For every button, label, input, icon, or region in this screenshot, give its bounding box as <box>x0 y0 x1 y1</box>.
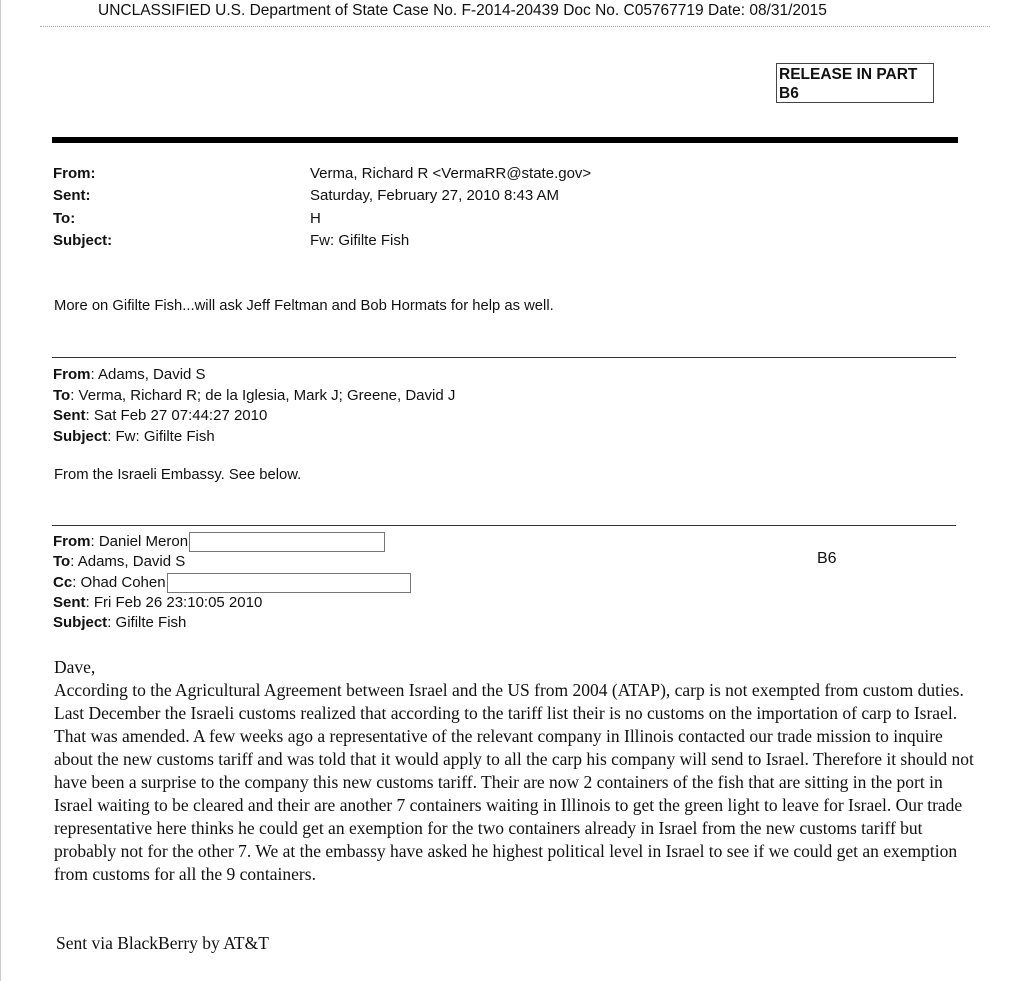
meta-sent-label: Sent: <box>53 187 91 205</box>
redaction-code: B6 <box>817 550 837 567</box>
forward2-cc-label: Cc <box>53 573 73 591</box>
redaction-box <box>189 532 385 552</box>
message-body <box>54 656 974 886</box>
meta-from-label: From: <box>53 164 96 182</box>
forward1-from-row <box>53 366 455 387</box>
meta-to-row <box>53 207 591 230</box>
release-stamp-line1: RELEASE IN PART <box>779 66 918 83</box>
forward2-from-label: From <box>53 532 91 550</box>
intro-message: More on Gifilte Fish...will ask Jeff Feltman and Bob Hormats for help as well. <box>54 298 554 314</box>
forward2-divider <box>52 525 956 526</box>
forward1-subject-value: : Fw: Gifilte Fish <box>107 427 215 445</box>
body-greeting: Dave, <box>54 657 96 677</box>
header-divider <box>52 137 958 143</box>
email-meta <box>53 162 591 252</box>
release-stamp <box>776 63 934 103</box>
forward1-sent-label: Sent <box>53 407 86 424</box>
forward2-to-value: : Adams, David S <box>70 552 186 570</box>
meta-from-value: Verma, Richard R <VermaRR@state.gov> <box>310 164 592 182</box>
release-stamp-line2: B6 <box>779 85 799 102</box>
meta-subject-label: Subject: <box>53 232 113 250</box>
forward1-to-label: To <box>53 386 71 404</box>
forward1-from-value: : Adams, David S <box>90 366 206 383</box>
redaction-box <box>167 573 411 593</box>
meta-to-value: H <box>310 209 321 227</box>
forward1-note: From the Israeli Embassy. See below. <box>54 467 302 483</box>
body-signoff: Sent via BlackBerry by AT&T <box>56 933 269 953</box>
meta-subject-row <box>53 230 591 253</box>
body-paragraph: According to the Agricultural Agreement between Israel and the US from 2004 (ATAP), carp is not exempted from custom duties. Last December the Israeli customs realized that according to the tariff list their is no customs on the importation of carp to Israel. That was amended. A few weeks ago a representative of the relevant company in Illinois contacted our trade mission to inquire about the new customs tariff and was told that it would apply to all the carp his company will send to Israel. Therefore it should not have been a surprise to the company this new customs tariff. Their are now 2 containers of the fish that are sitting in the port in Israel waiting to be cleared and their are another 7 containers waiting in Illinois to get the green light to leave for Israel. Our trade representative here thinks he could get an exemption for the two containers already in Israel from the new customs tariff but probably not for the other 7. We at the embassy have asked he highest political level in Israel to see if we could get an exemption from customs for all the 9 containers. <box>54 680 974 884</box>
forward1-sent-value: : Sat Feb 27 07:44:27 2010 <box>85 407 268 424</box>
forward2-from-row <box>53 532 411 553</box>
forward2-to-label: To <box>53 552 71 570</box>
forward1-subject-label: Subject <box>53 427 108 445</box>
forward1-to-row <box>53 387 455 408</box>
forward2-sent-value: : Fri Feb 26 23:10:05 2010 <box>85 593 263 611</box>
forward1-sent-row <box>53 407 455 428</box>
forward2-subject-value: : Gifilte Fish <box>107 614 187 631</box>
meta-sent-row <box>53 185 591 208</box>
forward1-header <box>53 366 455 448</box>
forward1-divider <box>52 357 956 358</box>
forward2-subject-row <box>53 614 411 635</box>
forward1-subject-row <box>53 428 455 449</box>
meta-from-row <box>53 162 591 185</box>
meta-to-label: To: <box>53 209 76 227</box>
forward2-to-row <box>53 553 411 574</box>
forward2-sent-label: Sent <box>53 593 86 611</box>
forward1-from-label: From <box>53 366 91 383</box>
forward2-header <box>53 532 411 635</box>
scan-artifact-line <box>40 26 990 28</box>
meta-sent-value: Saturday, February 27, 2010 8:43 AM <box>310 187 560 205</box>
scan-edge <box>0 0 1 981</box>
forward2-from-value: : Daniel Meron <box>90 532 189 550</box>
forward2-subject-label: Subject <box>53 614 108 631</box>
forward1-to-value: : Verma, Richard R; de la Iglesia, Mark J; Greene, David J <box>70 386 456 404</box>
forward2-cc-row <box>53 573 411 594</box>
meta-subject-value: Fw: Gifilte Fish <box>310 232 410 250</box>
classification-header: UNCLASSIFIED U.S. Department of State Case No. F-2014-20439 Doc No. C05767719 Date: 08/31/2015 <box>98 2 827 19</box>
forward2-sent-row <box>53 594 411 615</box>
forward2-cc-value: : Ohad Cohen <box>72 573 166 591</box>
